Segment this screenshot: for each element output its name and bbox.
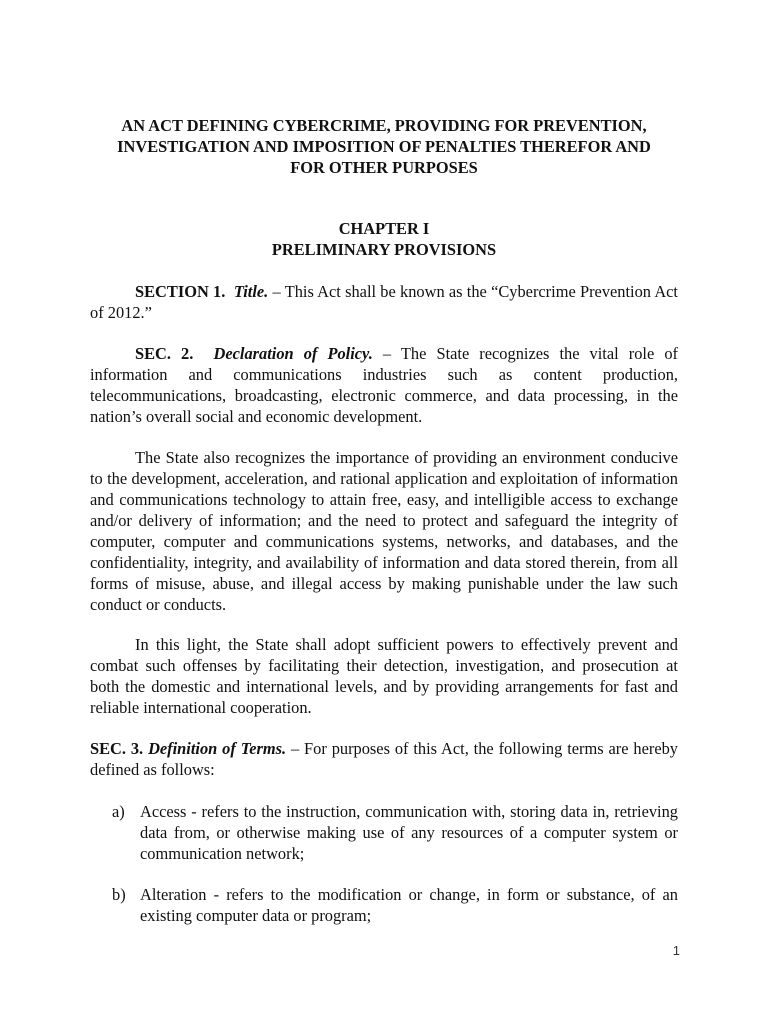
chapter-heading (90, 218, 678, 260)
policy-paragraph-3: In this light, the State shall adopt sufficient powers to effectively prevent and combat such offenses by facilitating their detection, investigation, and prosecution at both the domestic and international levels, and by providing arrangements for fast and reliable international cooperation. (90, 635, 678, 717)
definition-marker: b) (112, 885, 126, 904)
definition-text: Access - refers to the instruction, communication with, storing data in, retrieving data from, or otherwise making use of any resources of a computer system or communication network; (140, 802, 678, 863)
page-number: 1 (672, 943, 680, 958)
definition-item (112, 801, 678, 864)
section-1 (90, 281, 678, 323)
definition-text: Alteration - refers to the modification or change, in form or substance, of an existing computer data or program; (140, 885, 678, 925)
section-3-text: – For purposes of this Act, the following terms are hereby defined as follows: (90, 739, 678, 779)
section-3 (90, 738, 678, 780)
section-1-text: – This Act shall be known as the “Cybercrime Prevention Act of 2012.” (90, 282, 678, 322)
act-title-line: INVESTIGATION AND IMPOSITION OF PENALTIES THEREFOR AND (117, 137, 651, 156)
section-2-heading: Declaration of Policy. (213, 344, 373, 363)
definition-item (112, 884, 678, 926)
section-2 (90, 343, 678, 427)
section-2-label: SEC. 2. (135, 344, 194, 363)
section-1-label: SECTION 1. (135, 282, 226, 301)
act-title-line: AN ACT DEFINING CYBERCRIME, PROVIDING FOR PREVENTION, (121, 116, 647, 135)
policy-paragraph-2: The State also recognizes the importance of providing an environment conducive to the development, acceleration, and rational application and exploitation of information and communications technology to attain free, easy, and intelligible access to exchange and/or delivery of information; and the need to protect and safeguard the integrity of computer, computer and communications systems, networks, and databases, and the confidentiality, integrity, and availability of information and data stored therein, from all forms of misuse, abuse, and illegal access by making punishable under the law such conduct or conducts. (90, 448, 678, 614)
act-title-line: FOR OTHER PURPOSES (290, 158, 478, 177)
document-page (90, 0, 678, 1024)
section-3-heading: Definition of Terms. (148, 739, 287, 758)
chapter-name: PRELIMINARY PROVISIONS (271, 240, 497, 259)
section-1-heading: Title. (233, 282, 269, 301)
chapter-number: CHAPTER I (338, 219, 430, 238)
act-title (90, 115, 678, 178)
section-3-label: SEC. 3. (90, 739, 144, 758)
definition-marker: a) (112, 802, 125, 821)
section-2-text: – The State recognizes the vital role of information and communications industries such as content production, telecommunications, broadcasting, electronic commerce, and data processing, in the nation’s overall social and economic development. (90, 344, 678, 426)
